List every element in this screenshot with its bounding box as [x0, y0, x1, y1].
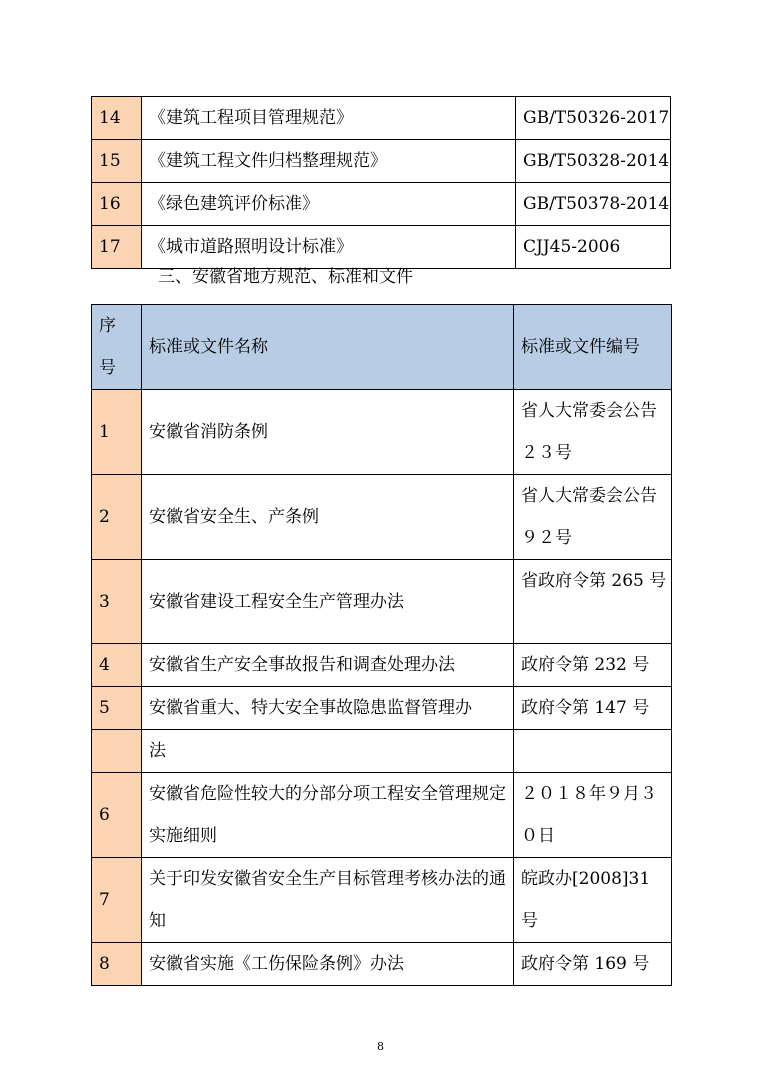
table-row	[92, 226, 671, 269]
standard-name: 安徽省生产安全事故报告和调查处理办法	[142, 644, 514, 687]
page-number: 8	[377, 1040, 384, 1053]
table-header-row	[92, 305, 672, 390]
table-row	[92, 140, 671, 183]
row-number: 3	[92, 560, 142, 644]
standard-name: 关于印发安徽省安全生产目标管理考核办法的通知	[142, 858, 514, 943]
row-number: 16	[92, 183, 142, 226]
row-number: 17	[92, 226, 142, 269]
table-row	[92, 644, 672, 687]
standard-name: 安徽省实施《工伤保险条例》办法	[142, 943, 514, 986]
standard-code: ２０１８年９月３０日	[514, 773, 672, 858]
standard-code: GB/T50328-2014	[516, 140, 671, 183]
standards-table-continued	[91, 96, 671, 269]
row-number: 1	[92, 390, 142, 475]
table-row	[92, 858, 672, 943]
standard-name: 《建筑工程文件归档整理规范》	[142, 140, 516, 183]
standard-name: 《城市道路照明设计标准》	[142, 226, 516, 269]
row-number	[92, 730, 142, 773]
standard-name: 安徽省危险性较大的分部分项工程安全管理规定实施细则	[142, 773, 514, 858]
row-number: 15	[92, 140, 142, 183]
table-row	[92, 560, 672, 644]
standard-code: 省人大常委会公告２３号	[514, 390, 672, 475]
anhui-standards-table	[91, 304, 672, 986]
standard-name: 《建筑工程项目管理规范》	[142, 97, 516, 140]
row-number: 5	[92, 687, 142, 730]
standard-code: 省人大常委会公告９２号	[514, 475, 672, 560]
row-number: 14	[92, 97, 142, 140]
standard-code: 政府令第 147 号	[514, 687, 672, 730]
table-row	[92, 687, 672, 730]
standard-code: GB/T50326-2017	[516, 97, 671, 140]
standard-code: 政府令第 232 号	[514, 644, 672, 687]
row-number: 2	[92, 475, 142, 560]
standard-code	[514, 730, 672, 773]
table-row	[92, 730, 672, 773]
row-number: 6	[92, 773, 142, 858]
standard-code: 省政府令第 265 号	[514, 560, 672, 644]
table-row	[92, 943, 672, 986]
header-name: 标准或文件名称	[142, 305, 514, 390]
row-number: 8	[92, 943, 142, 986]
standard-code: 政府令第 169 号	[514, 943, 672, 986]
row-number: 7	[92, 858, 142, 943]
standard-code: GB/T50378-2014	[516, 183, 671, 226]
table-row	[92, 183, 671, 226]
table-row	[92, 475, 672, 560]
table-row	[92, 773, 672, 858]
header-code: 标准或文件编号	[514, 305, 672, 390]
table-row	[92, 390, 672, 475]
standard-name: 安徽省消防条例	[142, 390, 514, 475]
table-row	[92, 97, 671, 140]
section-heading: 三、安徽省地方规范、标准和文件	[158, 267, 413, 287]
standard-name: 安徽省建设工程安全生产管理办法	[142, 560, 514, 644]
standard-name: 《绿色建筑评价标准》	[142, 183, 516, 226]
standard-name: 安徽省安全生、产条例	[142, 475, 514, 560]
standard-code: 皖政办[2008]31 号	[514, 858, 672, 943]
row-number: 4	[92, 644, 142, 687]
header-number: 序号	[92, 305, 142, 390]
standard-name: 安徽省重大、特大安全事故隐患监督管理办	[142, 687, 514, 730]
standard-code: CJJ45-2006	[516, 226, 671, 269]
standard-name: 法	[142, 730, 514, 773]
